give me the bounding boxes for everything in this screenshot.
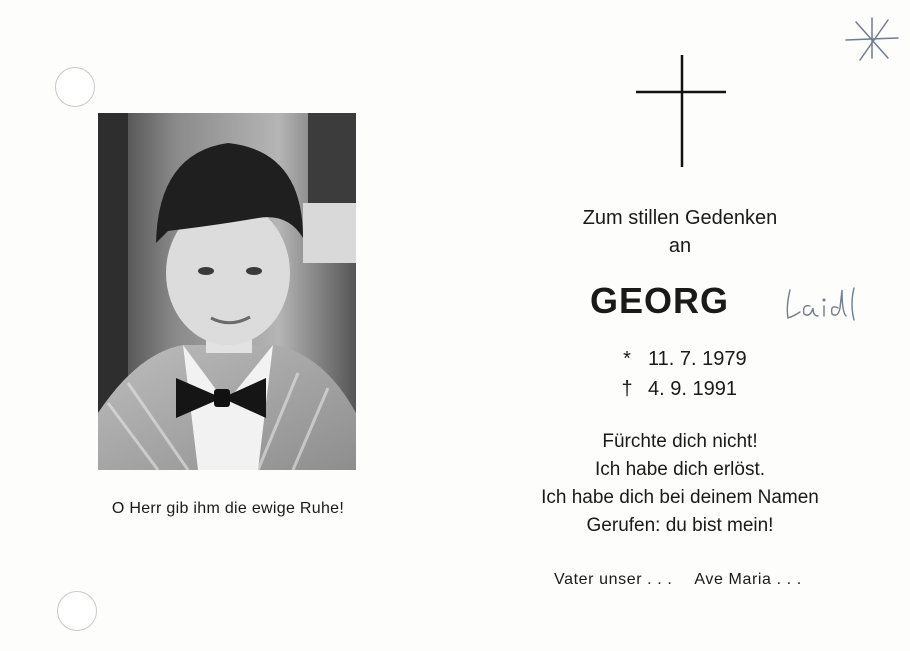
life-dates [620,344,747,404]
remembrance-line-2: an [668,235,692,257]
prayers [554,571,802,589]
prayer-hail-mary: Ave Maria . . . [694,571,802,588]
death-row [620,374,747,404]
verse-line-4: Gerufen: du bist mein! [586,515,774,536]
prayer-our-father: Vater unser . . . [554,571,673,588]
remembrance-line-1: Zum stillen Gedenken [582,207,778,229]
asterisk-pencil-mark [842,14,902,64]
verse-line-2: Ich habe dich erlöst. [594,459,766,480]
portrait-photo [98,113,356,470]
punch-hole-top [55,67,95,107]
remembrance-heading [500,204,860,260]
birth-date: 11. 7. 1979 [648,348,747,370]
bible-verse [500,428,860,540]
punch-hole-bottom [57,591,97,631]
verse-line-3: Ich habe dich bei deinem Namen [541,487,819,508]
birth-row [620,344,747,374]
deceased-name: GEORG [590,280,730,321]
death-symbol: † [621,378,633,400]
handwritten-surname [780,282,862,324]
death-date: 4. 9. 1991 [648,378,737,400]
verse-line-1: Fürchte dich nicht! [602,431,758,452]
cross-icon [636,55,726,167]
birth-symbol: * [623,348,631,370]
photo-caption: O Herr gib ihm die ewige Ruhe! [111,500,345,517]
